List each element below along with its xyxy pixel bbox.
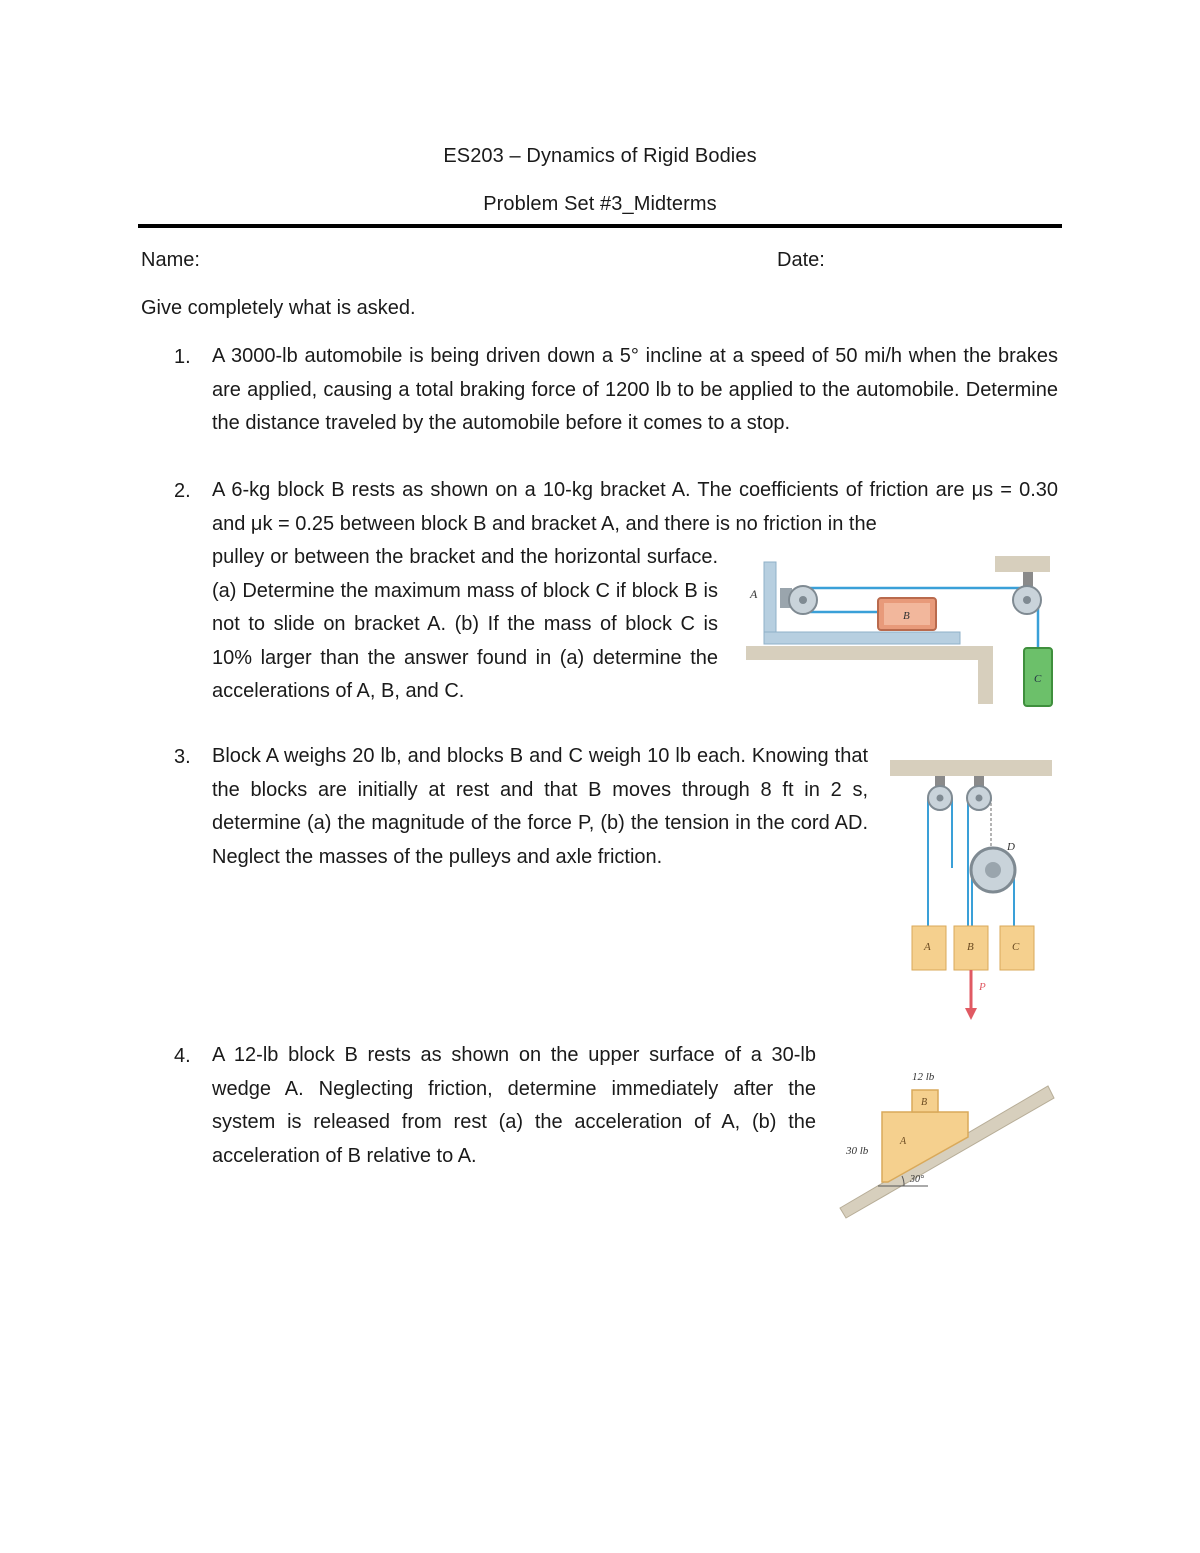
ceiling: [890, 760, 1052, 776]
label-angle: 30°: [910, 1174, 924, 1185]
name-label: Name:: [141, 249, 200, 271]
top-pulley-2-axle: [976, 795, 983, 802]
problem-4-text: A 12-lb block B rests as shown on the upper surface of a 30-lb wedge A. Neglecting friction, determine immediately after the system is released from rest (a) the acceleration of A, (b) the acceleration of B relative to A.: [212, 1044, 816, 1167]
left-pulley-axle: [799, 596, 807, 604]
pulley-d-hub: [985, 862, 1001, 878]
label-c: C: [1034, 673, 1042, 685]
problem-2-figure: [740, 552, 1060, 712]
force-p-arrowhead: [965, 1008, 977, 1020]
problem-1-number: 1.: [174, 346, 191, 368]
problem-set-title: Problem Set #3_Midterms: [483, 193, 717, 215]
ceiling-support: [995, 556, 1050, 572]
problem-2-number: 2.: [174, 480, 191, 502]
label-a: A: [750, 587, 758, 601]
label-p: P: [979, 981, 986, 993]
problem-3-figure: [890, 758, 1055, 1023]
label-a: A: [924, 941, 931, 953]
date-label: Date:: [777, 249, 825, 271]
label-block-weight: 12 lb: [912, 1071, 935, 1083]
course-title: ES203 – Dynamics of Rigid Bodies: [443, 145, 757, 167]
incline-surface: [840, 1086, 1054, 1218]
label-c: C: [1012, 941, 1020, 953]
instructions: Give completely what is asked.: [141, 297, 416, 319]
label-a: A: [900, 1136, 907, 1147]
label-b: B: [921, 1097, 928, 1108]
problem-4-figure: [838, 1062, 1058, 1222]
top-pulley-1-axle: [937, 795, 944, 802]
right-pulley-axle: [1023, 596, 1031, 604]
label-wedge-weight: 30 lb: [846, 1145, 869, 1157]
bracket-base: [764, 632, 960, 644]
header-divider: [138, 224, 1062, 228]
problem-1-text: A 3000-lb automobile is being driven down a 5° incline at a speed of 50 mi/h when the brakes are applied, causing a total braking force of 1200 lb to be applied to the automobile. Determine the distance traveled by the automobile before it comes to a stop.: [212, 345, 1058, 434]
pulley-hanger: [1023, 572, 1033, 586]
problem-2-text: A 6-kg block B rests as shown on a 10-kg bracket A. The coefficients of friction are μs = 0.30 and μk = 0.25 between block B and bracket A, and there is no friction in the: [212, 479, 1058, 535]
problem-4-number: 4.: [174, 1045, 191, 1067]
label-d: D: [1007, 841, 1015, 853]
label-b: B: [967, 941, 974, 953]
label-b: B: [903, 610, 910, 622]
table-surface: [746, 646, 993, 704]
problem-3-number: 3.: [174, 746, 191, 768]
problem-3-text: Block A weighs 20 lb, and blocks B and C weigh 10 lb each. Knowing that the blocks are initially at rest and that B moves through 8 ft in 2 s, determine (a) the magnitude of the force P, (b) the tension in the cord AD. Neglect the masses of the pulleys and axle friction.: [212, 745, 868, 868]
problem-2-text-continued: pulley or between the bracket and the horizontal surface. (a) Determine the maximum mass of block C if block B is not to slide on bracket A. (b) If the mass of block C is 10% larger than the answer found in (a) determine the accelerations of A, B, and C.: [212, 546, 718, 702]
